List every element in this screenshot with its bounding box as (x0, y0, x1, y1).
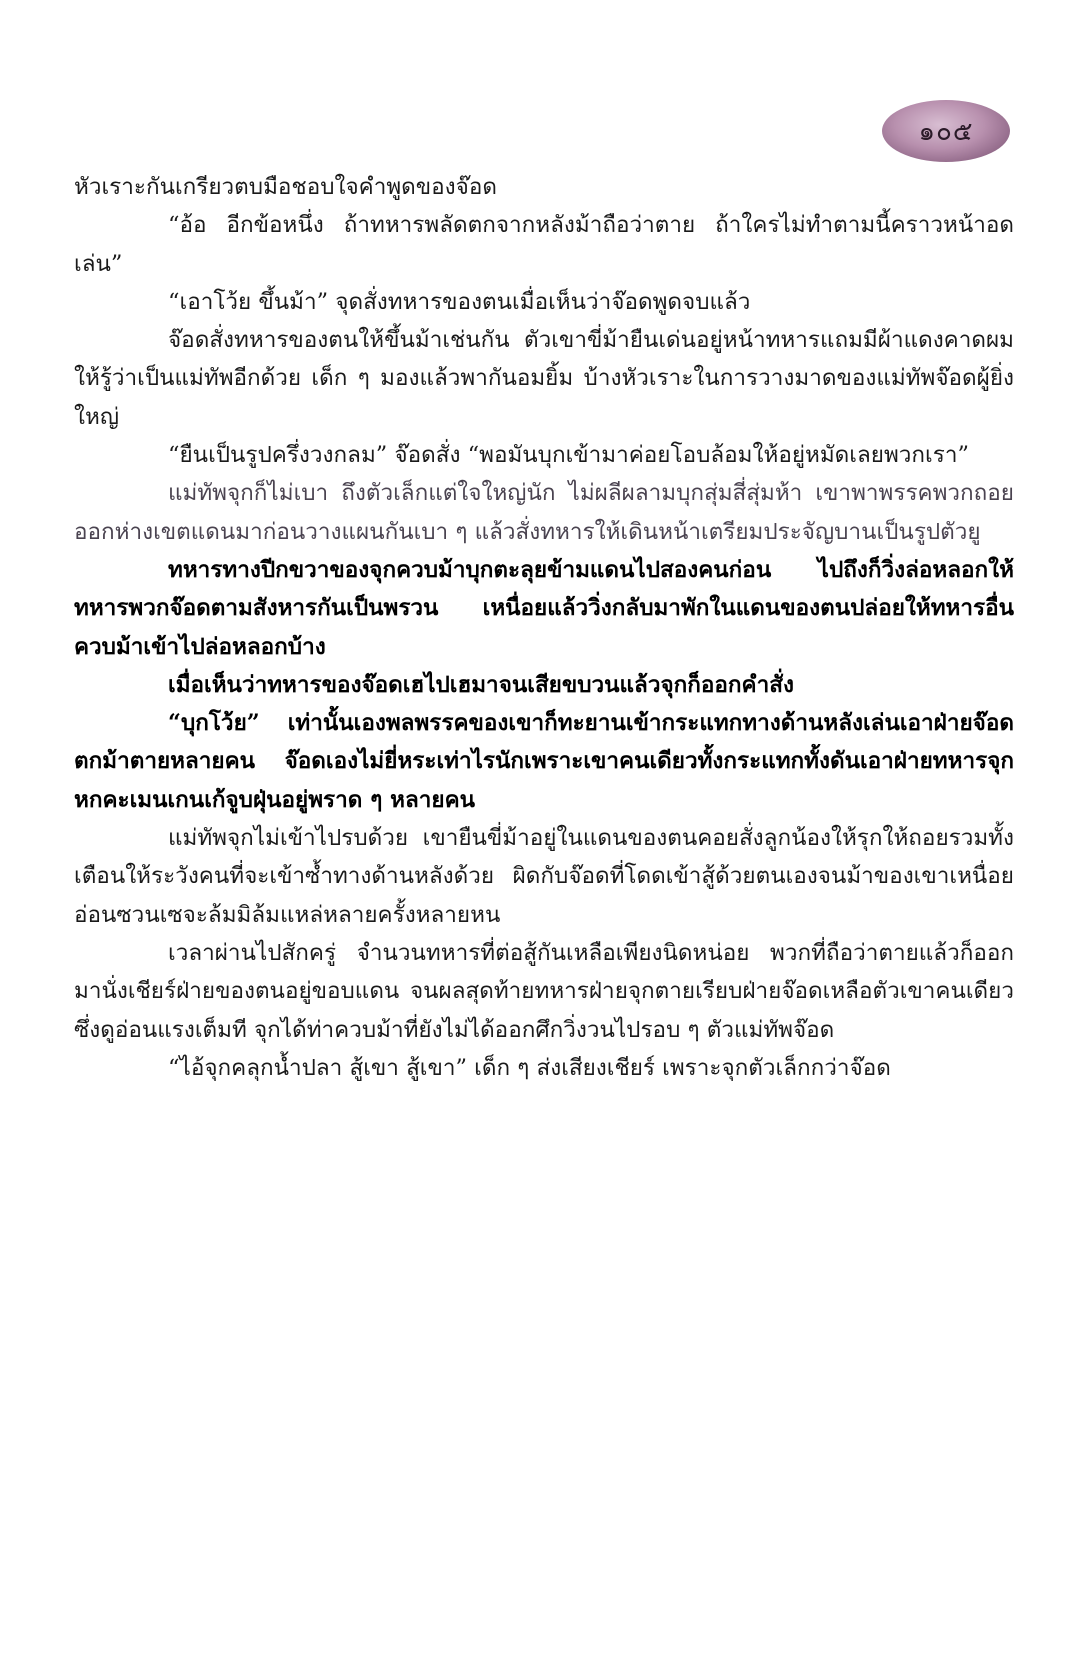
paragraph: “ยืนเป็นรูปครึ่งวงกลม” จ๊อดสั่ง “พอมันบุกเข้ามาค่อยโอบล้อมให้อยู่หมัดเลยพวกเรา” (168, 442, 969, 469)
paragraph: “อ้อ อีกข้อหนึ่ง ถ้าทหารพลัดตกจากหลังม้าถือว่าตาย ถ้าใครไม่ทำตามนี้คราวหน้าอดเล่น” (74, 212, 1014, 277)
paragraph: จ๊อดสั่งทหารของตนให้ขึ้นม้าเช่นกัน ตัวเขาขี่ม้ายืนเด่นอยู่หน้าทหารแถมมีผ้าแดงคาดผมให้รู้ว่าเป็นแม่ทัพอีกด้วย เด็ก ๆ มองแล้วพากันอมยิ้ม บ้างหัวเราะในการวางมาดของแม่ทัพจ๊อดผู้ยิ่งใหญ่ (74, 327, 1014, 430)
page-number: ๑๐๕ (918, 116, 974, 147)
paragraph: หัวเราะกันเกรียวตบมือชอบใจคำพูดของจ๊อด (74, 174, 497, 200)
page-number-badge (882, 100, 1010, 162)
paragraph: “ไอ้จุกคลุกน้ำปลา สู้เขา สู้เขา” เด็ก ๆ ส่งเสียงเชียร์ เพราะจุกตัวเล็กกว่าจ๊อด (168, 1054, 891, 1081)
body-text (74, 168, 1014, 1087)
paragraph: เวลาผ่านไปสักครู่ จำนวนทหารที่ต่อสู้กันเหลือเพียงนิดหน่อย พวกที่ถือว่าตายแล้วก็ออกมานั่งเชียร์ฝ่ายของตนอยู่ขอบแดน จนผลสุดท้ายทหารฝ่ายจุกตายเรียบฝ่ายจ๊อดเหลือตัวเขาคนเดียวซึ่งดูอ่อนแรงเต็มที จุกได้ท่าควบม้าที่ยังไม่ได้ออกศึกวิ่งวนไปรอบ ๆ ตัวแม่ทัพจ๊อด (74, 939, 1014, 1043)
paragraph: แม่ทัพจุกไม่เข้าไปรบด้วย เขายืนขี่ม้าอยู่ในแดนของตนคอยสั่งลูกน้องให้รุกให้ถอยรวมทั้งเตือนให้ระวังคนที่จะเข้าซ้ำทางด้านหลังด้วย ผิดกับจ๊อดที่โดดเข้าสู้ด้วยตนเองจนม้าของเขาเหนื่อยอ่อนซวนเซจะล้มมิล้มแหล่หลายครั้งหลายหน (74, 825, 1014, 928)
paragraph: ทหารทางปีกขวาของจุกควบม้าบุกตะลุยข้ามแดนไปสองคนก่อน ไปถึงก็วิ่งล่อหลอกให้ทหารพวกจ๊อดตามสังหารกันเป็นพรวน เหนื่อยแล้ววิ่งกลับมาพักในแดนของตนปล่อยให้ทหารอื่นควบม้าเข้าไปล่อหลอกบ้าง (74, 556, 1014, 660)
paragraph: “เอาโว้ย ขึ้นม้า” จุดสั่งทหารของตนเมื่อเห็นว่าจ๊อดพูดจบแล้ว (168, 288, 751, 315)
paragraph: เมื่อเห็นว่าทหารของจ๊อดเฮไปเฮมาจนเสียขบวนแล้วจุกก็ออกคำสั่ง (168, 671, 794, 698)
paragraph: “บุกโว้ย” เท่านั้นเองพลพรรคของเขาก็ทะยานเข้ากระแทกทางด้านหลังเล่นเอาฝ่ายจ๊อดตกม้าตายหลายคน จ๊อดเองไม่ยี่หระเท่าไรนักเพราะเขาคนเดียวทั้งกระแทกทั้งดันเอาฝ่ายทหารจุกหกคะเมนเกนเก้จูบฝุ่นอยู่พราด ๆ หลายคน (74, 710, 1014, 813)
paragraph: แม่ทัพจุกก็ไม่เบา ถึงตัวเล็กแต่ใจใหญ่นัก ไม่ผลีผลามบุกสุ่มสี่สุ่มห้า เขาพาพรรคพวกถอยออกห่างเขตแดนมาก่อนวางแผนกันเบา ๆ แล้วสั่งทหารให้เดินหน้าเตรียมประจัญบานเป็นรูปตัวยู (74, 480, 1014, 545)
